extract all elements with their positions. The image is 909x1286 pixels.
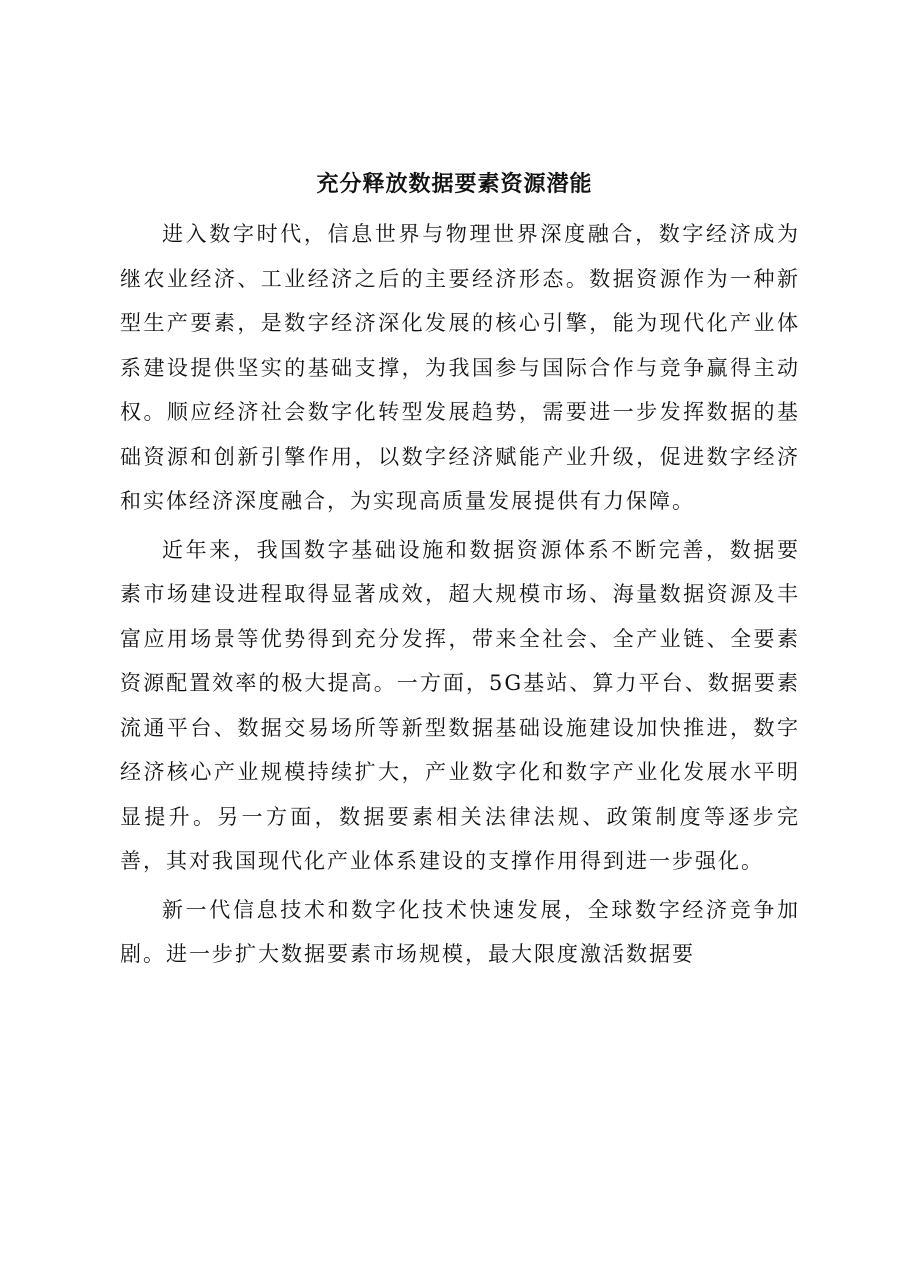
paragraph-1: 进入数字时代，信息世界与物理世界深度融合，数字经济成为继农业经济、工业经济之后的主要经济形态。数据资源作为一种新型生产要素，是数字经济深化发展的核心引擎，能为现代化产业体系建设提供坚实的基础支撑，为我国参与国际合作与竞争赢得主动权。顺应经济社会数字化转型发展趋势，需要进一步发挥数据的基础资源和创新引擎作用，以数字经济赋能产业升级，促进数字经济和实体经济深度融合，为实现高质量发展提供有力保障。 xyxy=(120,222,800,513)
paragraph-3: 新一代信息技术和数字化技术快速发展，全球数字经济竞争加剧。进一步扩大数据要素市场规模，最大限度激活数据要 xyxy=(120,897,800,966)
document-title: 充分释放数据要素资源潜能 xyxy=(316,171,593,197)
document-body xyxy=(120,212,800,981)
paragraph-2: 近年来，我国数字基础设施和数据资源体系不断完善，数据要素市场建设进程取得显著成效，超大规模市场、海量数据资源及丰富应用场景等优势得到充分发挥，带来全社会、全产业链、全要素资源配置效率的极大提高。一方面，5G基站、算力平台、数据要素流通平台、数据交易场所等新型数据基础设施建设加快推进，数字经济核心产业规模持续扩大，产业数字化和数字产业化发展水平明显提升。另一方面，数据要素相关法律法规、政策制度等逐步完善，其对我国现代化产业体系建设的支撑作用得到进一步强化。 xyxy=(120,537,800,873)
